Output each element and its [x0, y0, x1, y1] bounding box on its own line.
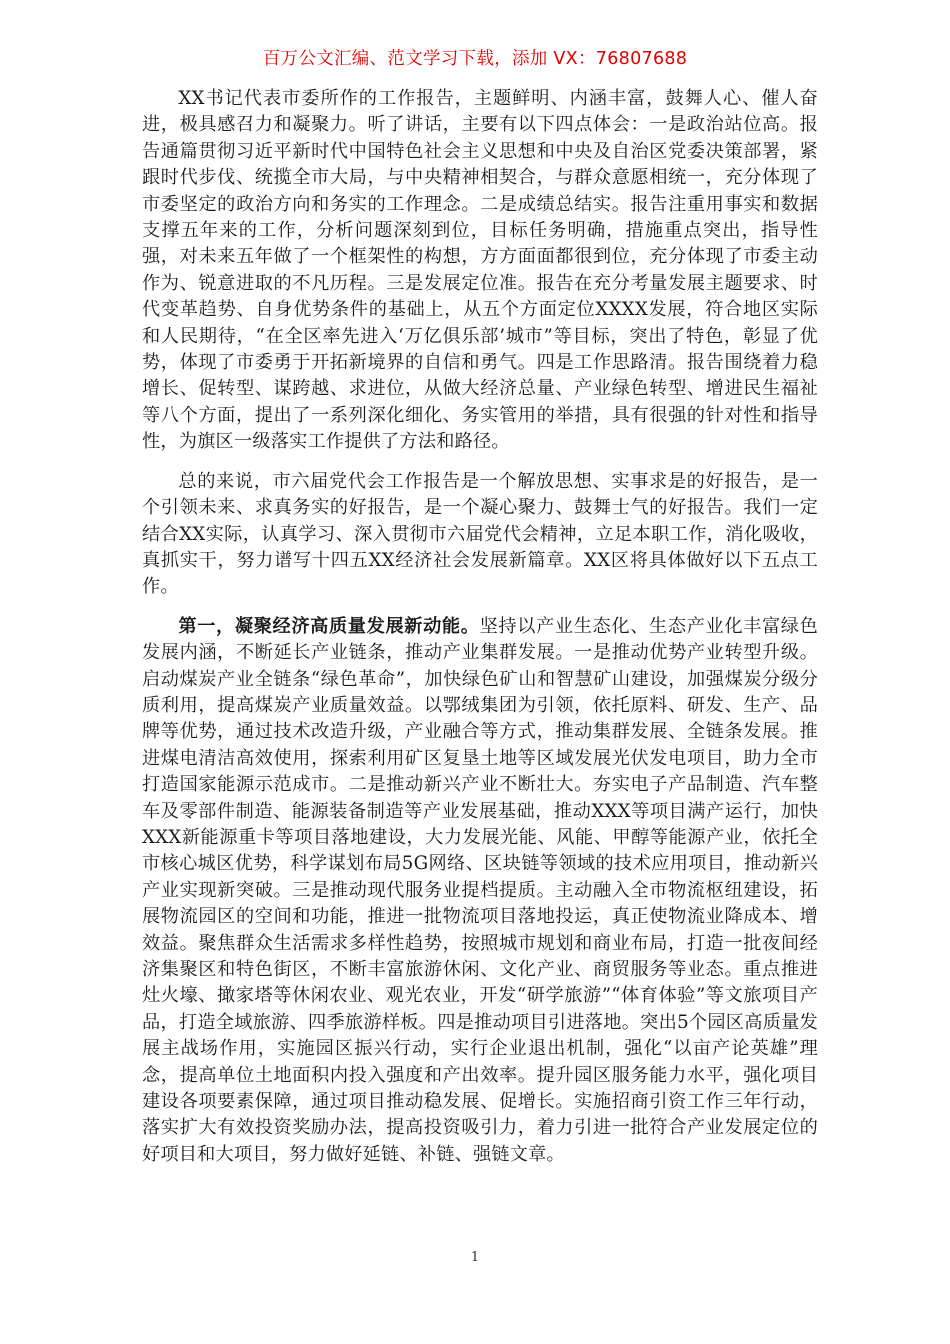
paragraph-first-task: [142, 614, 818, 1169]
paragraph-summary: [142, 469, 818, 601]
document-body: [142, 86, 818, 1168]
paragraph-text: 坚持以产业生态化、生态产业化丰富绿色发展内涵，不断延长产业链条，推动产业集群发展。一是推动优势产业转型升级。启动煤炭产业全链条“绿色革命”，加快绿色矿山和智慧矿山建设，加强煤炭分级分质利用，提高煤炭产业质量效益。以鄂绒集团为引领，依托原料、研发、生产、品牌等优势，通过技术改造升级，产业融合等方式，推动集群发展、全链条发展。推进煤电清洁高效使用，探索利用矿区复垦土地等区域发展光伏发电项目，助力全市打造国家能源示范成市。二是推动新兴产业不断壮大。夯实电子产品制造、汽车整车及零部件制造、能源装备制造等产业发展基础，推动XXX等项目满产运行，加快XXX新能源重卡等项目落地建设，大力发展光能、风能、甲醇等能源产业，依托全市核心城区优势，科学谋划布局5G网络、区块链等领域的技术应用项目，推动新兴产业实现新突破。三是推动现代服务业提档提质。主动融入全市物流枢纽建设，拓展物流园区的空间和功能，推进一批物流项目落地投运，真正使物流业降成本、增效益。聚焦群众生活需求多样性趋势，按照城市规划和商业布局，打造一批夜间经济集聚区和特色街区，不断丰富旅游休闲、文化产业、商贸服务等业态。重点推进灶火壕、撖家塔等休闲农业、观光农业，开发“研学旅游”“体育体验”等文旅项目产品，打造全域旅游、四季旅游样板。四是推动项目引进落地。突出5个园区高质量发展主战场作用，实施园区振兴行动，实行企业退出机制，强化“以亩产论英雄”理念，提高单位土地面积内投入强度和产出效率。提升园区服务能力水平，强化项目建设各项要素保障，通过项目推动稳发展、促增长。实施招商引资工作三年行动，落实扩大有效投资奖励办法，提高投资吸引力，着力引进一批符合产业发展定位的好项目和大项目，努力做好延链、补链、强链文章。: [142, 615, 818, 1165]
page-number: 1: [470, 1250, 480, 1265]
paragraph-lead: 第一，凝聚经济高质量发展新动能。: [178, 615, 480, 637]
paragraph-text: 总的来说，市六届党代会工作报告是一个解放思想、实事求是的好报告，是一个引领未来、求真务实的好报告，是一个凝心聚力、鼓舞士气的好报告。我们一定结合XX实际，认真学习、深入贯彻市六届党代会精神，立足本职工作，消化吸收，真抓实干，努力谱写十四五XX经济社会发展新篇章。XX区将具体做好以下五点工作。: [142, 470, 818, 598]
watermark-header: 百万公文汇编、范文学习下载，添加 VX：76807688: [262, 49, 688, 69]
paragraph-text: XX书记代表市委所作的工作报告，主题鲜明、内涵丰富，鼓舞人心、催人奋进，极具感召力和凝聚力。听了讲话，主要有以下四点体会：一是政治站位高。报告通篇贯彻习近平新时代中国特色社会主义思想和中央及自治区党委决策部署，紧跟时代步伐、统揽全市大局，与中央精神相契合，与群众意愿相统一，充分体现了市委坚定的政治方向和务实的工作理念。二是成绩总结实。报告注重用事实和数据支撑五年来的工作，分析问题深刻到位，目标任务明确，措施重点突出，指导性强，对未来五年做了一个框架性的构想，方方面面都很到位，充分体现了市委主动作为、锐意进取的不凡历程。三是发展定位准。报告在充分考量发展主题要求、时代变革趋势、自身优势条件的基础上，从五个方面定位XXXX发展，符合地区实际和人民期待，“在全区率先进入‘万亿俱乐部’城市”等目标，突出了特色，彰显了优势，体现了市委勇于开拓新境界的自信和勇气。四是工作思路清。报告围绕着力稳增长、促转型、谋跨越、求进位，从做大经济总量、产业绿色转型、增进民生福祉等八个方面，提出了一系列深化细化、务实管用的举措，具有很强的针对性和指导性，为旗区一级落实工作提供了方法和路径。: [142, 88, 818, 453]
paragraph-intro: [142, 86, 818, 456]
